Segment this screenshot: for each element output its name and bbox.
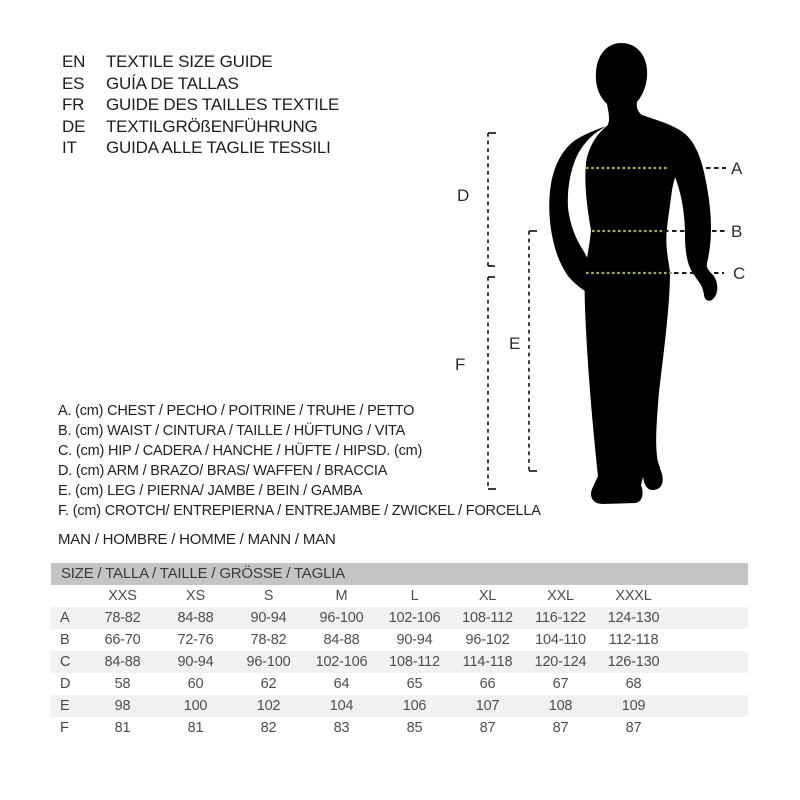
size-header: S xyxy=(263,588,274,604)
cell: 104-110 xyxy=(535,632,586,648)
size-header: XXS xyxy=(108,588,137,604)
cell: 109 xyxy=(621,698,646,714)
cell: 112-118 xyxy=(608,632,659,648)
cell: 98 xyxy=(114,698,131,714)
man-body xyxy=(585,43,688,504)
cell: 124-130 xyxy=(607,610,660,626)
table-title: SIZE / TALLA / TAILLE / GRÖSSE / TAGLIA xyxy=(51,563,748,585)
cell: 120-124 xyxy=(534,654,587,670)
row-label: E xyxy=(60,698,70,714)
label-crotch-f: F xyxy=(455,355,466,374)
lang-row-fr xyxy=(62,94,339,116)
table-row xyxy=(51,651,748,673)
row-label: B xyxy=(60,632,70,648)
cell: 78-82 xyxy=(250,632,287,648)
cell: 58 xyxy=(114,676,131,692)
cell: 108-112 xyxy=(389,654,440,670)
cell: 96-102 xyxy=(465,632,510,648)
cell: 90-94 xyxy=(177,654,214,670)
row-label: C xyxy=(60,654,71,670)
cell: 126-130 xyxy=(607,654,660,670)
spacer-cell xyxy=(670,717,748,739)
cell: 66 xyxy=(479,676,496,692)
lang-title: GUIDA ALLE TAGLIE TESSILI xyxy=(106,138,331,157)
cell: 84-88 xyxy=(104,654,141,670)
cell: 84-88 xyxy=(323,632,360,648)
cell: 108 xyxy=(548,698,573,714)
cell: 64 xyxy=(333,676,350,692)
lang-code: FR xyxy=(62,95,85,114)
lang-code: ES xyxy=(62,73,85,93)
cell: 104 xyxy=(329,698,354,714)
spacer-cell xyxy=(670,695,748,717)
cell: 114-118 xyxy=(462,654,513,670)
lang-row-it xyxy=(62,137,339,159)
cell: 108-112 xyxy=(462,610,513,626)
category-line: MAN / HOMBRE / HOMME / MANN / MAN xyxy=(58,531,336,548)
corner-cell xyxy=(51,585,86,607)
spacer-cell xyxy=(670,629,748,651)
size-table xyxy=(51,563,748,739)
lang-title: GUIDE DES TAILLES TEXTILE xyxy=(106,95,340,114)
row-label: A xyxy=(60,610,70,626)
spacer-cell xyxy=(670,651,748,673)
cell: 82 xyxy=(260,720,277,736)
row-label: D xyxy=(60,676,71,692)
row-label: F xyxy=(60,720,69,736)
label-chest-a: A xyxy=(731,159,743,178)
size-header: L xyxy=(410,588,419,604)
size-header: XL xyxy=(478,588,497,604)
size-header: XS xyxy=(186,588,205,604)
cell: 65 xyxy=(406,676,423,692)
legend-item-arm: D. (cm) ARM / BRAZO/ BRAS/ WAFFEN / BRACCIA xyxy=(58,463,388,479)
label-hip-c: C xyxy=(733,264,746,283)
language-title-list xyxy=(62,51,339,159)
measurement-legend xyxy=(58,401,541,521)
cell: 102-106 xyxy=(388,610,441,626)
label-leg-e: E xyxy=(509,334,521,353)
cell: 78-82 xyxy=(104,610,141,626)
size-header: XXL xyxy=(547,588,574,604)
lang-title: TEXTILGRÖßENFÜHRUNG xyxy=(106,116,318,136)
cell: 102-106 xyxy=(315,654,368,670)
cell: 116-122 xyxy=(535,610,586,626)
cell: 60 xyxy=(187,676,204,692)
legend-item-waist: B. (cm) WAIST / CINTURA / TAILLE / HÜFTUNG / VITA xyxy=(58,423,406,439)
legend-item-chest: A. (cm) CHEST / PECHO / POITRINE / TRUHE / PETTO xyxy=(58,403,415,419)
cell: 87 xyxy=(625,720,642,736)
cell: 68 xyxy=(625,676,642,692)
lang-code: EN xyxy=(62,52,86,71)
size-header: M xyxy=(335,588,348,604)
cell: 90-94 xyxy=(250,610,287,626)
cell: 72-76 xyxy=(177,632,214,648)
lang-code: DE xyxy=(62,116,86,136)
cell: 100 xyxy=(183,698,208,714)
cell: 90-94 xyxy=(396,632,433,648)
cell: 62 xyxy=(260,676,277,692)
cell: 106 xyxy=(402,698,427,714)
size-header-row xyxy=(51,585,748,607)
spacer-cell xyxy=(670,585,748,607)
spacer-cell xyxy=(670,673,748,695)
lang-title: TEXTILE SIZE GUIDE xyxy=(106,52,273,71)
cell: 67 xyxy=(552,676,569,692)
legend-item-hip: C. (cm) HIP / CADERA / HANCHE / HÜFTE / HIPSD. (cm) xyxy=(58,443,423,459)
size-header: XXXL xyxy=(615,588,652,604)
table-row xyxy=(51,629,748,651)
cell: 87 xyxy=(552,720,569,736)
lang-row-de xyxy=(62,116,339,138)
cell: 81 xyxy=(114,720,131,736)
lang-row-en xyxy=(62,51,339,73)
label-waist-b: B xyxy=(731,222,743,241)
cell: 85 xyxy=(406,720,423,736)
table-row xyxy=(51,695,748,717)
cell: 81 xyxy=(187,720,204,736)
label-arm-d: D xyxy=(457,186,470,205)
cell: 87 xyxy=(479,720,496,736)
table-row xyxy=(51,673,748,695)
cell: 84-88 xyxy=(177,610,214,626)
cell: 102 xyxy=(256,698,281,714)
table-row xyxy=(51,717,748,739)
cell: 66-70 xyxy=(104,632,141,648)
legend-item-leg: E. (cm) LEG / PIERNA/ JAMBE / BEIN / GAMBA xyxy=(58,483,363,499)
lang-row-es xyxy=(62,73,339,95)
table-title-row xyxy=(51,563,748,585)
spacer-cell xyxy=(670,607,748,629)
cell: 96-100 xyxy=(319,610,364,626)
cell: 83 xyxy=(333,720,350,736)
table-row xyxy=(51,607,748,629)
lang-title: GUÍA DE TALLAS xyxy=(106,73,239,93)
cell: 107 xyxy=(475,698,500,714)
lang-code: IT xyxy=(62,138,77,157)
legend-item-crotch: F. (cm) CROTCH/ ENTREPIERNA / ENTREJAMBE / ZWICKEL / FORCELLA xyxy=(58,503,541,519)
cell: 96-100 xyxy=(246,654,291,670)
